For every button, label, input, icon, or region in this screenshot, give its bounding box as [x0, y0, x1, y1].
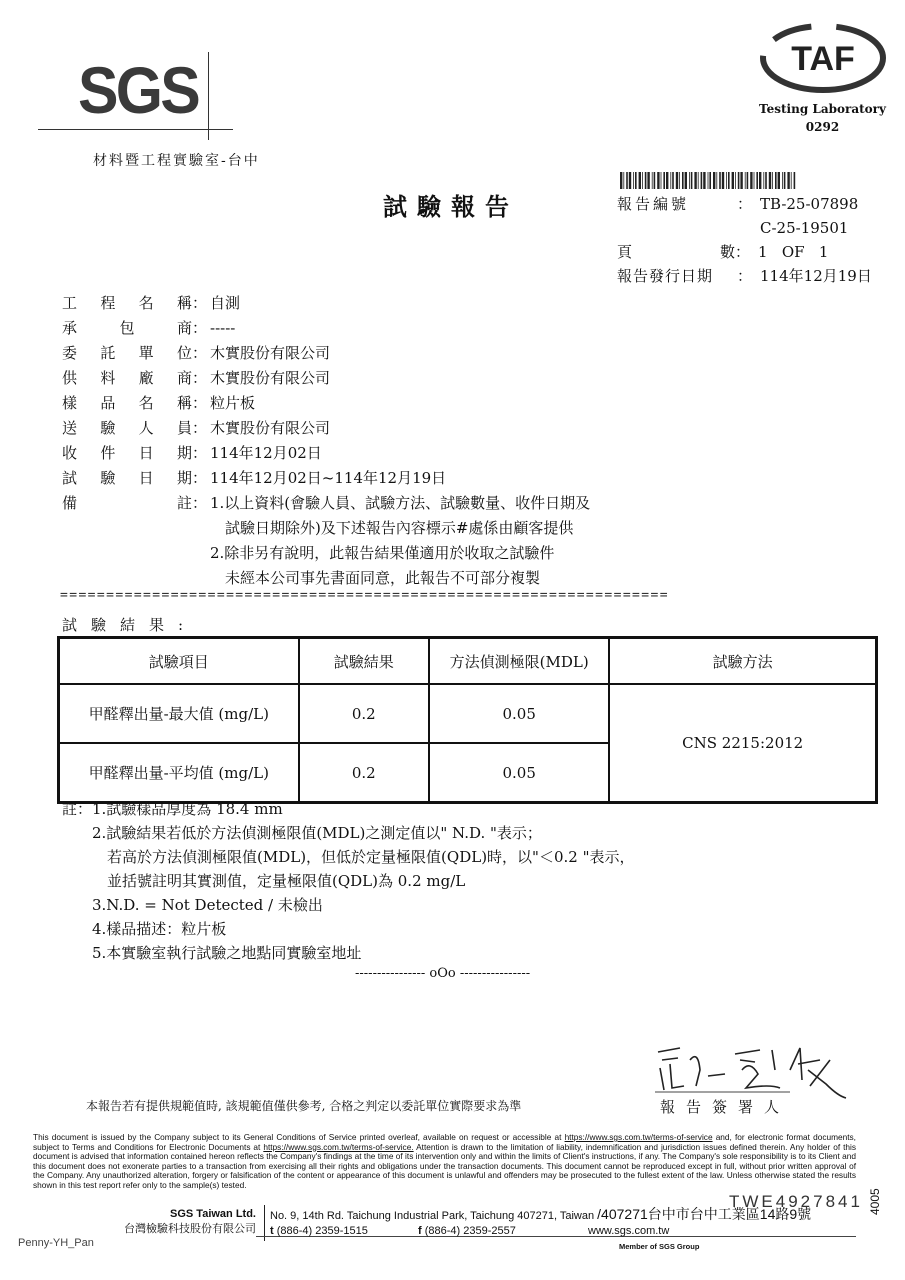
info-value: 114年12月02日	[210, 444, 322, 462]
note-line: 5.本實驗室執行試驗之地點同實驗室地址	[62, 944, 362, 962]
colon: ：	[192, 444, 208, 462]
info-row	[62, 391, 590, 416]
barcode-bar	[745, 172, 746, 189]
remarks-row	[62, 491, 590, 591]
remark-line: 1.以上資料(會驗人員、試驗方法、試驗數量、收件日期及	[210, 494, 591, 512]
barcode-bar	[689, 172, 690, 189]
lab-name: 材料暨工程實驗室-台中	[93, 153, 260, 169]
info-value: 木實股份有限公司	[210, 419, 331, 437]
barcode-bar	[633, 172, 634, 189]
signature-stroke	[735, 1050, 780, 1088]
info-label: 送 驗 人 員	[62, 419, 192, 437]
info-value: -----	[210, 319, 236, 337]
note-line: 2.試驗結果若低於方法偵測極限值(MDL)之測定值以" N.D. "表示；	[62, 824, 542, 842]
note-line: 4.樣品描述：粒片板	[62, 920, 227, 938]
barcode-bar	[772, 172, 773, 189]
accreditation-caption	[755, 100, 890, 136]
accreditation-number: 0292	[805, 120, 840, 134]
barcode-bar	[782, 172, 783, 189]
issue-date-label: 報告發行日期	[617, 267, 714, 285]
barcode-bar	[654, 172, 656, 189]
barcode-bar	[691, 172, 693, 189]
barcode-bar	[787, 172, 789, 189]
sgs-logo	[38, 50, 238, 140]
info-label: 試 驗 日 期	[62, 469, 192, 487]
terms-link[interactable]: https://www.sgs.com.tw/terms-of-service	[564, 1132, 713, 1142]
barcode-bar	[701, 172, 703, 189]
website-link[interactable]: www.sgs.com.tw	[588, 1225, 670, 1237]
signature-stroke	[658, 1048, 725, 1090]
barcode-bar	[682, 172, 684, 189]
info-label: 樣 品 名 稱	[62, 394, 192, 412]
info-row	[62, 416, 590, 441]
address-en: No. 9, 14th Rd. Taichung Industrial Park, Taichung 407271, Taiwan	[270, 1210, 598, 1222]
barcode-bar	[679, 172, 680, 189]
barcode-bar	[732, 172, 734, 189]
barcode-bar	[738, 172, 740, 189]
remarks-text	[210, 491, 590, 591]
remarks-label: 備 註	[62, 494, 192, 512]
taf-logo-text: TAF	[791, 40, 855, 78]
detection-limit: 0.05	[429, 743, 609, 803]
barcode-bar	[663, 172, 665, 189]
barcode-bar	[661, 172, 662, 189]
section-divider: ==================================================================	[60, 588, 669, 603]
colon: ：	[192, 394, 208, 412]
test-result: 0.2	[299, 743, 429, 803]
info-row	[62, 441, 590, 466]
barcode-bar	[726, 172, 727, 189]
test-item: 甲醛釋出量-最大值 (mg/L)	[59, 684, 299, 743]
specification-disclaimer: 本報告若有提供規範值時, 該規範值僅供參考, 合格之判定以委託單位實際要求為準	[86, 1099, 522, 1113]
pages-label: 頁 數	[617, 243, 735, 261]
signer-label: 報告簽署人	[660, 1098, 791, 1116]
company-name-zh: 台灣檢驗科技股份有限公司	[124, 1223, 256, 1235]
colon: ：	[192, 344, 208, 362]
remark-line: 2.除非另有說明，此報告結果僅適用於收取之試驗件	[210, 544, 555, 562]
barcode-bar	[716, 172, 717, 189]
barcode-bar	[626, 172, 628, 189]
preparer-name: Penny-YH_Pan	[18, 1237, 94, 1249]
test-method: CNS 2215:2012	[609, 684, 876, 803]
barcode-bar	[769, 172, 771, 189]
barcode-bar	[728, 172, 730, 189]
barcode-bar	[642, 172, 643, 189]
barcode-bar	[722, 172, 724, 189]
barcode-bar	[709, 172, 711, 189]
report-number-label: 報告編號	[617, 195, 690, 213]
member-of-group: Member of SGS Group	[619, 1242, 700, 1251]
signature-image	[650, 1040, 850, 1100]
barcode-bar	[791, 172, 792, 189]
barcode-bar	[735, 172, 736, 189]
colon: ：	[737, 195, 753, 213]
logo-rule	[38, 129, 233, 130]
issue-date: 114年12月19日	[760, 267, 872, 285]
taf-logo	[758, 18, 888, 98]
barcode-bar	[685, 172, 687, 189]
barcode-bar	[652, 172, 653, 189]
side-code: 4005	[868, 1188, 882, 1215]
barcode-bar	[719, 172, 721, 189]
barcode-bar	[666, 172, 668, 189]
info-row	[62, 466, 590, 491]
barcode-bar	[708, 172, 709, 189]
barcode-bar	[647, 172, 649, 189]
barcode-bar	[750, 172, 752, 189]
report-number: TB-25-07898	[760, 195, 859, 213]
barcode-bar	[775, 172, 777, 189]
address-zh: /407271台中市台中工業區14路9號	[597, 1206, 812, 1222]
colon: ：	[192, 369, 208, 387]
detection-limit: 0.05	[429, 684, 609, 743]
company-name-en: SGS Taiwan Ltd.	[170, 1208, 256, 1220]
test-item: 甲醛釋出量-平均值 (mg/L)	[59, 743, 299, 803]
barcode-bar	[694, 172, 696, 189]
logo-rule-vertical	[208, 52, 209, 140]
accreditation-label: Testing Laboratory	[759, 102, 886, 116]
info-label: 收 件 日 期	[62, 444, 192, 462]
issue-date-row	[617, 264, 872, 288]
info-label: 工 程 名 稱	[62, 294, 192, 312]
page-title: 試驗報告	[383, 192, 519, 221]
barcode	[620, 172, 798, 189]
barcode-bar	[670, 172, 671, 189]
signature-stroke	[790, 1048, 846, 1098]
sgs-logo-text: SGS	[78, 53, 198, 127]
legal-notice: This document is issued by the Company subject to its General Conditions of Service printed overleaf, available on request or accessible at https://www.sgs.com.tw/terms-of-service and, for electronic format documents, subject to Terms and Conditions for Electronic Documents at https://www.sgs.com.tw/terms-of-service. Attention is drawn to the limitation of liability, indemnification and jurisdiction issues defined therein. Any holder of this document is advised that information contained hereon reflects the Company's findings at the time of its intervention only and within the limits of Client's instructions, if any. The Company's sole responsibility is to its Client and this document does not exonerate parties to a transaction from exercising all their rights and obligations under the transaction documents. This document cannot be reproduced except in full, without prior written approval of the Company. Any unauthorized alteration, forgery or falsification of the content or appearance of this document is unlawful and offenders may be prosecuted to the fullest extent of the law. Unless otherwise stated the results shown in this test report refer only to the sample(s) tested.	[33, 1132, 856, 1190]
info-row	[62, 366, 590, 391]
info-label: 供 料 廠 商	[62, 369, 192, 387]
colon: ：	[737, 267, 753, 285]
report-number-row	[617, 192, 872, 216]
barcode-bar	[778, 172, 780, 189]
barcode-bar	[657, 172, 659, 189]
column-header: 試驗項目	[59, 638, 299, 685]
barcode-bar	[765, 172, 767, 189]
note-line: 註：1.試驗樣品厚度為 18.4 mm	[62, 800, 283, 818]
telephone: t (886-4) 2359-1515	[270, 1225, 368, 1237]
barcode-bar	[703, 172, 705, 189]
info-row	[62, 316, 590, 341]
report-number-2-row	[617, 216, 872, 240]
table-row	[59, 684, 877, 743]
colon: ：	[735, 243, 751, 261]
report-meta	[617, 192, 872, 288]
results-table	[57, 636, 878, 804]
contact-line	[270, 1224, 811, 1239]
barcode-bar	[759, 172, 761, 189]
colon: ：	[192, 419, 208, 437]
notes	[62, 797, 634, 965]
info-label: 委 託 單 位	[62, 344, 192, 362]
colon: ：	[192, 494, 208, 512]
address	[270, 1207, 811, 1224]
footer-company	[110, 1207, 256, 1237]
results-title: 試驗結果:	[62, 616, 198, 634]
info-value: 粒片板	[210, 394, 256, 412]
info-value: 114年12月02日~114年12月19日	[210, 469, 447, 487]
note-line: 並括號註明其實測值，定量極限值(QDL)為 0.2 mg/L	[62, 872, 466, 890]
info-value: 木實股份有限公司	[210, 344, 331, 362]
info-value: 木實股份有限公司	[210, 369, 331, 387]
info-value: 自測	[210, 294, 241, 312]
barcode-bar	[645, 172, 647, 189]
column-header: 試驗方法	[609, 638, 876, 685]
barcode-bar	[784, 172, 786, 189]
barcode-bar	[747, 172, 749, 189]
barcode-bar	[635, 172, 637, 189]
barcode-bar	[740, 172, 742, 189]
barcode-bar	[623, 172, 624, 189]
barcode-bar	[754, 172, 755, 189]
barcode-bar	[676, 172, 678, 189]
page-count: 1 OF 1	[758, 243, 829, 261]
table-header-row	[59, 638, 877, 685]
remark-line: 試驗日期除外)及下述報告內容標示#處係由顧客提供	[210, 519, 574, 537]
barcode-bar	[756, 172, 758, 189]
end-of-report-mark: ---------------- oOo ----------------	[355, 966, 531, 981]
column-header: 試驗結果	[299, 638, 429, 685]
barcode-bar	[698, 172, 699, 189]
terms-link-electronic[interactable]: https://www.sgs.com.tw/terms-of-service.	[263, 1141, 414, 1152]
barcode-bar	[639, 172, 641, 189]
barcode-bar	[629, 172, 631, 189]
note-line: 3.N.D. = Not Detected / 未檢出	[62, 896, 323, 914]
barcode-bar	[794, 172, 796, 189]
pages-row	[617, 240, 872, 264]
column-header: 方法偵測極限(MDL)	[429, 638, 609, 685]
barcode-bar	[763, 172, 764, 189]
colon: ：	[192, 319, 208, 337]
serial-number: TWE4927841	[729, 1192, 863, 1211]
barcode-bar	[713, 172, 715, 189]
info-label: 承 包 商	[62, 319, 192, 337]
colon: ：	[192, 469, 208, 487]
barcode-bar	[672, 172, 674, 189]
info-row	[62, 341, 590, 366]
report-info	[62, 291, 590, 591]
info-row	[62, 291, 590, 316]
barcode-bar	[620, 172, 622, 189]
footer-contact	[270, 1207, 811, 1239]
test-result: 0.2	[299, 684, 429, 743]
report-number-secondary: C-25-19501	[760, 219, 849, 237]
note-line: 若高於方法偵測極限值(MDL)，但低於定量極限值(QDL)時，以"＜0.2 "表示，	[62, 848, 635, 866]
colon: ：	[192, 294, 208, 312]
fax: f (886-4) 2359-2557	[418, 1225, 516, 1237]
remark-line: 未經本公司事先書面同意，此報告不可部分複製	[210, 569, 541, 587]
